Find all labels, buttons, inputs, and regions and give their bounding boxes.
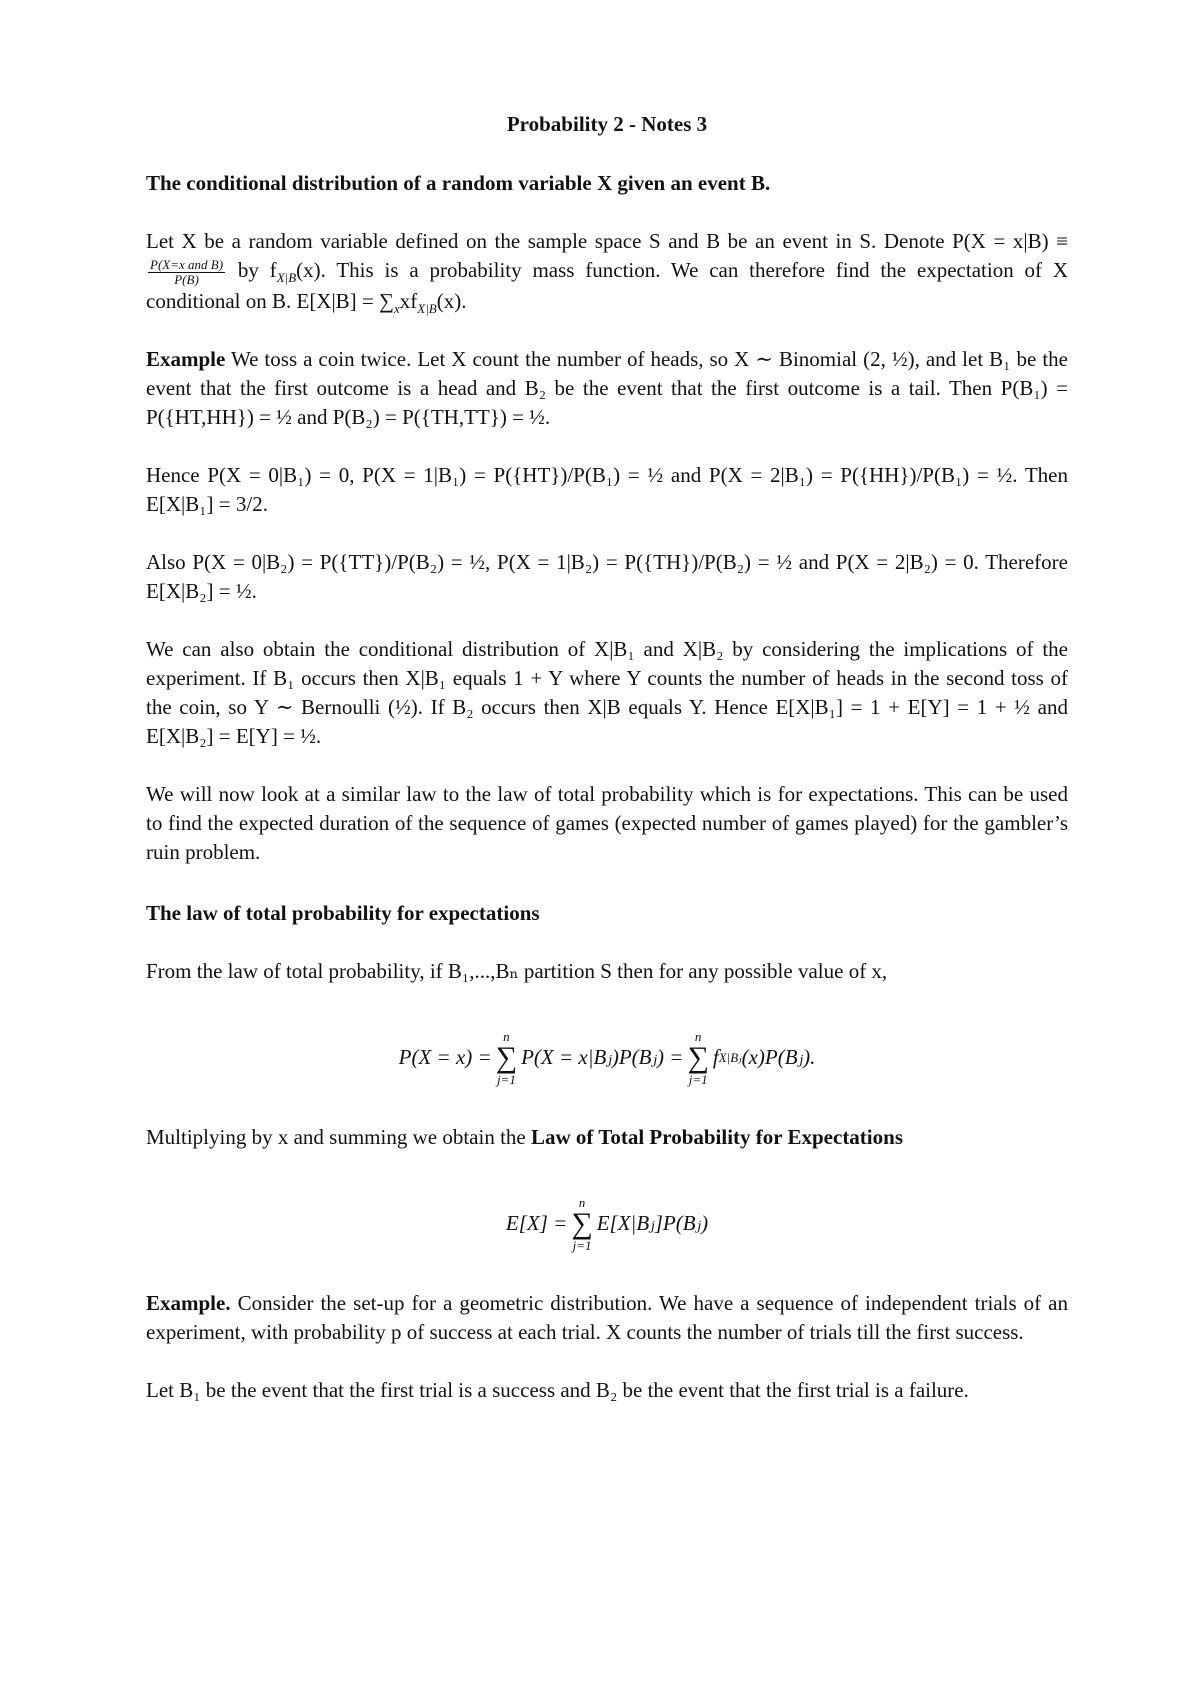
paragraph-example-coin: Example We toss a coin twice. Let X count the number of heads, so X ∼ Binomial (2, ½), and let B₁ be the event that the first outcome is a head and B₂ be the event that the first outcome is a tail. Then P(B₁) = P({HT,HH}) = ½ and P(B₂) = P({TH,TT}) = ½. — [146, 346, 1068, 429]
paragraph-implications: We can also obtain the conditional distribution of X|B₁ and X|B₂ by considering the implications of the experiment. If B₁ occurs then X|B₁ equals 1 + Y where Y counts the number of heads in the second toss of the coin, so Y ∼ Bernoulli (½). If B₂ occurs then X|B equals Y. Hence E[X|B₁] = 1 + E[Y] = 1 + ½ and E[X|B₂] = E[Y] = ½. — [146, 636, 1068, 748]
equation-total-probability: P(X = x) = n ∑ j=1 P(X = x|Bⱼ)P(Bⱼ) = n ∑ j=1 f X|Bⱼ (x)P(Bⱼ). — [398, 1028, 816, 1087]
summation-symbol: n ∑ j=1 — [687, 1028, 709, 1087]
notes-page — [146, 96, 1068, 1405]
summation-symbol: n ∑ j=1 — [495, 1028, 518, 1087]
fraction: $\frac{\text{P(X=x and B)}}{P(B)}$ — [150, 256, 224, 287]
paragraph-multiplying: Multiplying by x and summing we obtain the Law of Total Probability for Expectations — [146, 1124, 903, 1149]
paragraph-also: Also P(X = 0|B₂) = P({TT})/P(B₂) = ½, P(X = 1|B₂) = P({TH})/P(B₂) = ½ and P(X = 2|B₂) = 0. Therefore E[X|B₂] = ½. — [146, 549, 1068, 603]
paragraph-example-geometric: Example. Consider the set-up for a geometric distribution. We have a sequence of independent trials of an experiment, with probability p of success at each trial. X counts the number of trials till the first success. — [146, 1290, 1069, 1344]
page-title: Probability 2 - Notes 3 — [506, 112, 708, 136]
section-heading-conditional: The conditional distribution of a random variable X given an event B. — [146, 171, 771, 195]
section-heading-law: The law of total probability for expectations — [146, 900, 540, 925]
equation-total-expectation: E[X] = n ∑ j=1 E[X|Bⱼ]P(Bⱼ) — [505, 1194, 709, 1253]
paragraph-law-intro: We will now look at a similar law to the law of total probability which is for expectations. This can be used to find the expected duration of the sequence of games (expected number of games played) for the gambler’s ruin problem. — [146, 781, 1068, 864]
paragraph-from-law: From the law of total probability, if B₁,...,Bₙ partition S then for any possible value of x, — [146, 958, 888, 983]
example-label: Example. — [146, 1290, 231, 1315]
summation-symbol: n ∑ j=1 — [571, 1194, 593, 1253]
paragraph-last: Let B₁ be the event that the first trial is a success and B₂ be the event that the first trial is a failure. — [146, 1377, 969, 1402]
example-label: Example — [146, 346, 226, 371]
paragraph-definition: Let X be a random variable defined on the sample space S and B be an event in S. Denote P(X = x|B) ≡ $\frac{\text{P(X=x and B)}}{P(B)}$ by $f_{X|B}(x)$. This is a probability mass function. We can therefore find the expectation of X conditional on B. $E[X|B] = \sum_xxf_{X|B}(x)$. — [146, 229, 1068, 316]
paragraph-hence: Hence P(X = 0|B₁) = 0, P(X = 1|B₁) = P({HT})/P(B₁) = ½ and P(X = 2|B₁) = P({HH})/P(B₁) = ½. Then E[X|B₁] = 3/2. — [146, 462, 1068, 516]
